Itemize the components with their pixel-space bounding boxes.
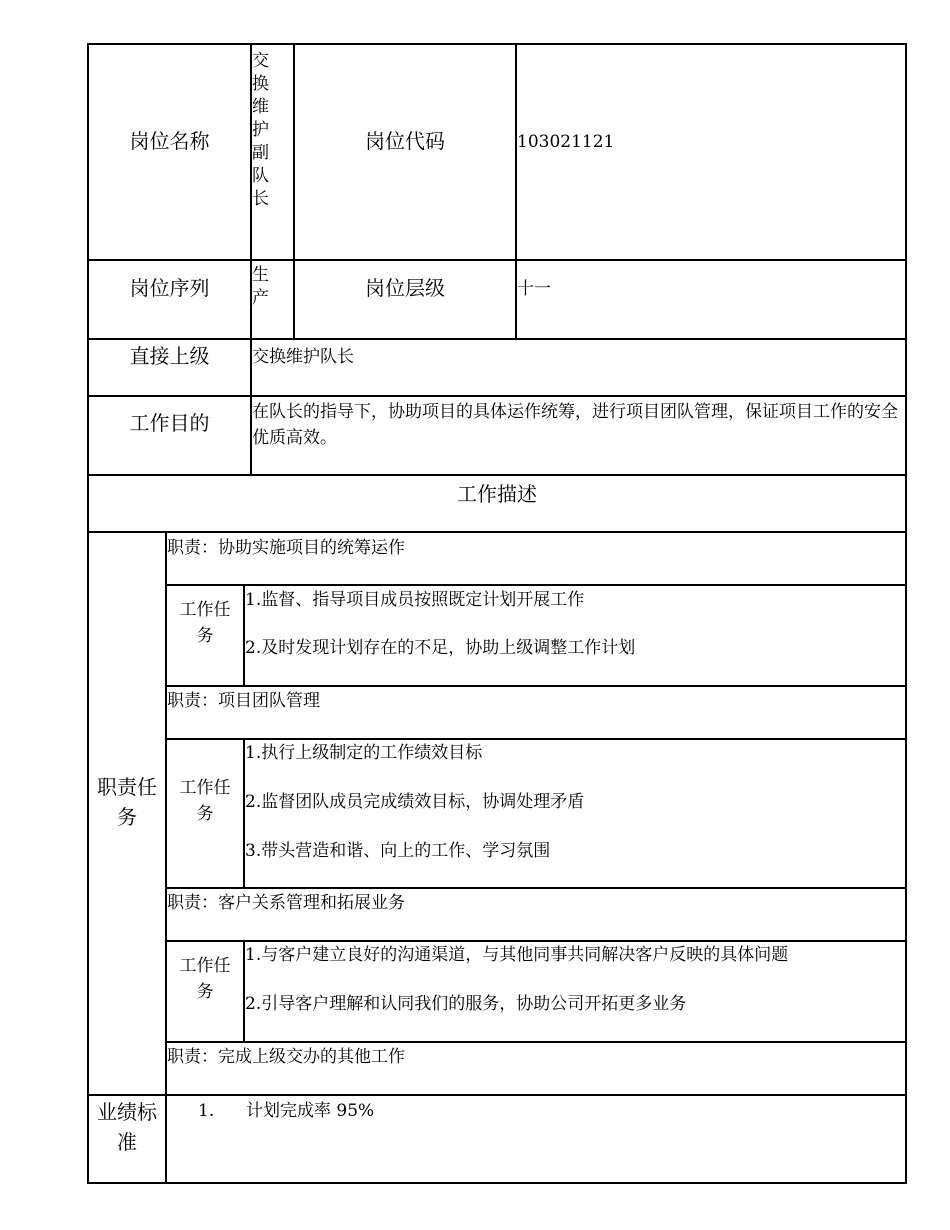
performance-item-num: 1. xyxy=(198,1101,215,1121)
post-code-value: 103021121 xyxy=(517,132,615,152)
post-series-value: 生产 xyxy=(252,265,269,308)
task-3-1: 1.与客户建立良好的沟通渠道，与其他同事共同解决客户反映的具体问题 xyxy=(245,945,789,965)
post-level-value: 十一 xyxy=(517,279,551,299)
post-name-label: 岗位名称 xyxy=(129,129,210,153)
purpose-value: 在队长的指导下，协助项目的具体运作统筹，进行项目团队管理，保证项目工作的安全优质高效。 xyxy=(252,402,898,448)
task-2-3: 3.带头营造和谐、向上的工作、学习氛围 xyxy=(245,841,551,861)
purpose-label: 工作目的 xyxy=(129,411,210,435)
performance-label: 业绩标准 xyxy=(97,1100,157,1154)
superior-value: 交换维护队长 xyxy=(252,347,354,367)
task-1-2: 2.及时发现计划存在的不足，协助上级调整工作计划 xyxy=(245,638,636,658)
task-label-2: 工作任务 xyxy=(179,778,231,824)
task-2-1: 1.执行上级制定的工作绩效目标 xyxy=(245,743,483,763)
post-series-label: 岗位序列 xyxy=(129,276,210,300)
duty-title-4: 职责：完成上级交办的其他工作 xyxy=(167,1047,405,1067)
performance-item-text: 计划完成率 95% xyxy=(246,1101,375,1121)
task-1-1: 1.监督、指导项目成员按照既定计划开展工作 xyxy=(245,590,585,610)
duty-title-1: 职责：协助实施项目的统筹运作 xyxy=(167,538,405,558)
task-3-2: 2.引导客户理解和认同我们的服务，协助公司开拓更多业务 xyxy=(245,994,687,1014)
task-label-3: 工作任务 xyxy=(179,956,231,1002)
post-name-value: 交换维护副队长 xyxy=(252,51,269,209)
description-title: 工作描述 xyxy=(457,482,537,506)
post-code-label: 岗位代码 xyxy=(365,129,445,153)
duties-label: 职责任务 xyxy=(97,775,157,829)
duty-title-3: 职责：客户关系管理和拓展业务 xyxy=(167,893,405,913)
task-label-1: 工作任务 xyxy=(179,600,231,646)
duty-title-2: 职责：项目团队管理 xyxy=(167,691,320,711)
superior-label: 直接上级 xyxy=(129,344,210,368)
post-level-label: 岗位层级 xyxy=(365,276,445,300)
task-2-2: 2.监督团队成员完成绩效目标，协调处理矛盾 xyxy=(245,792,585,812)
